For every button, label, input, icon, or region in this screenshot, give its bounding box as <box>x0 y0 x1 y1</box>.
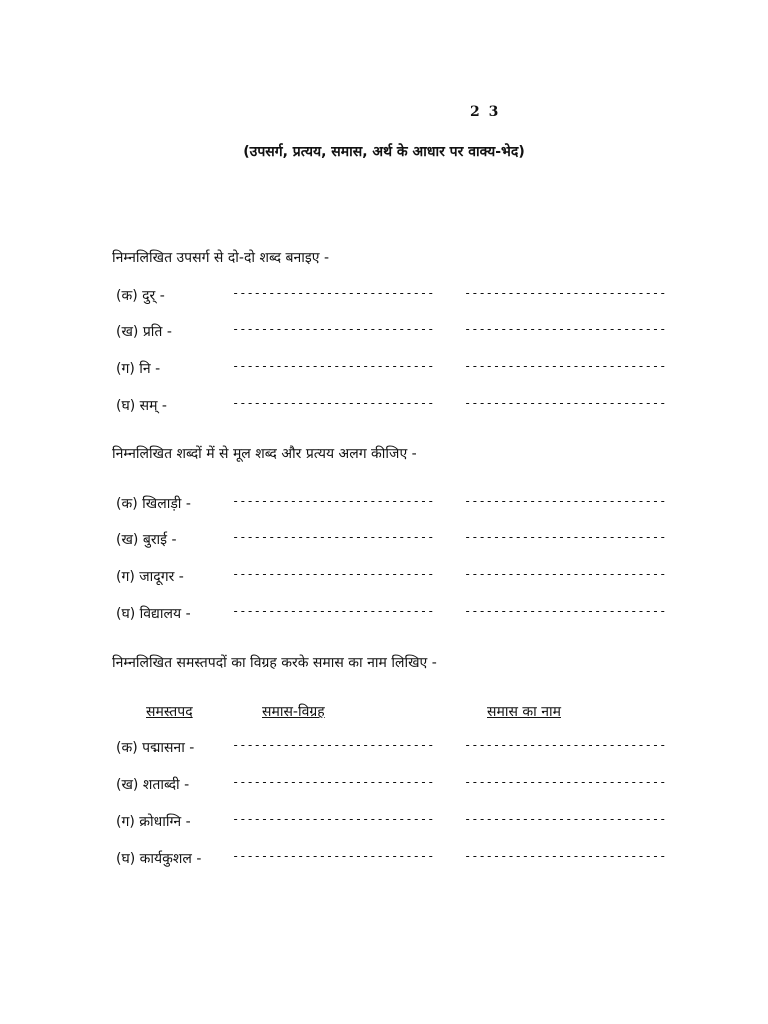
row-label: (ग) जादूगर - <box>116 569 184 585</box>
row-label: (ग) क्रोधाग्नि - <box>116 814 191 830</box>
page-number: 2 3 <box>470 104 501 120</box>
answer-blank-1[interactable]: ---------------------------- <box>232 494 435 508</box>
row-label: (घ) विद्यालय - <box>116 606 191 622</box>
answer-blank-1[interactable]: ---------------------------- <box>232 812 435 826</box>
answer-blank-2[interactable]: ---------------------------- <box>464 530 667 544</box>
section-1-row-2 <box>116 322 667 342</box>
section-2-row-4 <box>116 604 667 624</box>
section-1-row-1 <box>116 286 667 306</box>
row-label: (क) दुर् - <box>116 288 165 304</box>
answer-blank-1[interactable]: ---------------------------- <box>232 322 435 336</box>
section-2-row-3 <box>116 567 667 587</box>
row-label: (घ) कार्यकुशल - <box>116 851 202 867</box>
section-1-row-3 <box>116 359 667 379</box>
answer-blank-1[interactable]: ---------------------------- <box>232 530 435 544</box>
column-header-samas-naam: समास का नाम <box>487 704 561 720</box>
answer-blank-2[interactable]: ---------------------------- <box>464 604 667 618</box>
answer-blank-2[interactable]: ---------------------------- <box>464 286 667 300</box>
answer-blank-1[interactable]: ---------------------------- <box>232 849 435 863</box>
answer-blank-2[interactable]: ---------------------------- <box>464 494 667 508</box>
section-3-row-4 <box>116 849 667 869</box>
answer-blank-1[interactable]: ---------------------------- <box>232 396 435 410</box>
section-2-row-2 <box>116 530 667 550</box>
section-1-heading: निम्नलिखित उपसर्ग से दो-दो शब्द बनाइए - <box>112 250 330 266</box>
row-label: (ख) बुराई - <box>116 532 177 548</box>
section-2-heading: निम्नलिखित शब्दों में से मूल शब्द और प्रत्यय अलग कीजिए - <box>112 446 417 462</box>
page-subtitle: (उपसर्ग, प्रत्यय, समास, अर्थ के आधार पर वाक्य-भेद) <box>243 144 525 160</box>
answer-blank-1[interactable]: ---------------------------- <box>232 775 435 789</box>
answer-blank-2[interactable]: ---------------------------- <box>464 738 667 752</box>
section-3-row-3 <box>116 812 667 832</box>
row-label: (क) खिलाड़ी - <box>116 496 191 512</box>
answer-blank-2[interactable]: ---------------------------- <box>464 849 667 863</box>
section-3-row-2 <box>116 775 667 795</box>
answer-blank-2[interactable]: ---------------------------- <box>464 775 667 789</box>
row-label: (ग) नि - <box>116 361 161 377</box>
row-label: (क) पद्मासना - <box>116 740 195 756</box>
row-label: (ख) प्रति - <box>116 324 172 340</box>
section-1-row-4 <box>116 396 667 416</box>
answer-blank-1[interactable]: ---------------------------- <box>232 359 435 373</box>
section-2-row-1 <box>116 494 667 514</box>
answer-blank-1[interactable]: ---------------------------- <box>232 567 435 581</box>
answer-blank-2[interactable]: ---------------------------- <box>464 359 667 373</box>
row-label: (घ) सम् - <box>116 398 167 414</box>
column-header-samas-vigrah: समास-विग्रह <box>262 704 325 720</box>
answer-blank-2[interactable]: ---------------------------- <box>464 322 667 336</box>
row-label: (ख) शताब्दी - <box>116 777 190 793</box>
section-3-row-1 <box>116 738 667 758</box>
section-3-heading: निम्नलिखित समस्तपदों का विग्रह करके समास का नाम लिखिए - <box>112 655 437 671</box>
answer-blank-1[interactable]: ---------------------------- <box>232 286 435 300</box>
answer-blank-1[interactable]: ---------------------------- <box>232 738 435 752</box>
answer-blank-2[interactable]: ---------------------------- <box>464 396 667 410</box>
answer-blank-2[interactable]: ---------------------------- <box>464 567 667 581</box>
answer-blank-2[interactable]: ---------------------------- <box>464 812 667 826</box>
answer-blank-1[interactable]: ---------------------------- <box>232 604 435 618</box>
column-header-samastpad: समस्तपद <box>146 704 193 720</box>
